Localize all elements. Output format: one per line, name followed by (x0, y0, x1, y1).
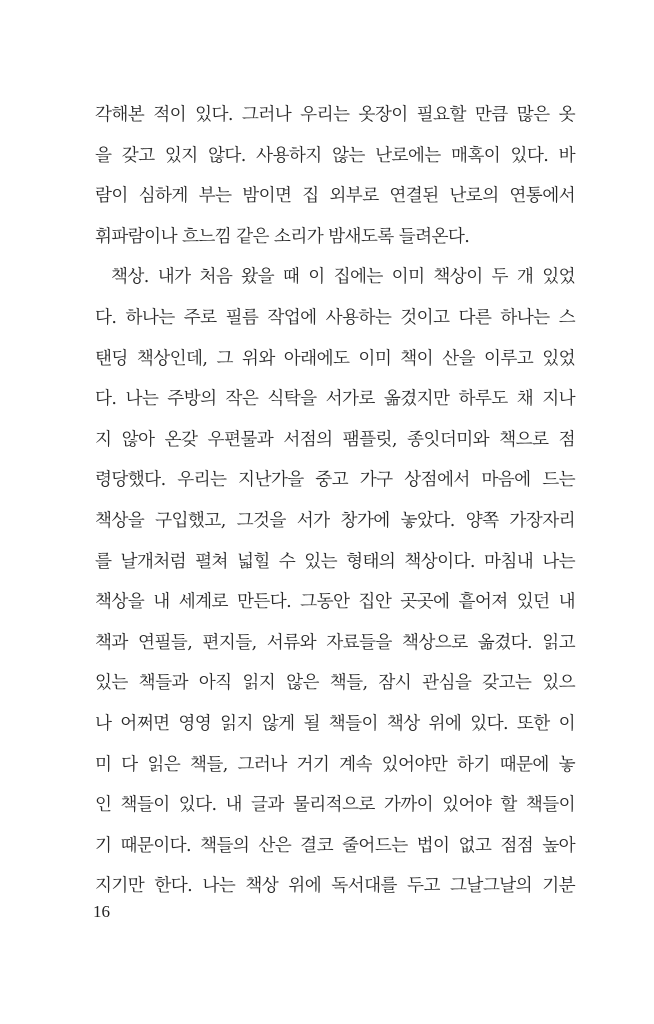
text-line: 다. 하나는 주로 필름 작업에 사용하는 것이고 다른 하나는 스 (95, 307, 575, 328)
text-line: 지 않아 온갖 우편물과 서점의 팸플릿, 종잇더미와 책으로 점 (95, 429, 575, 450)
text-line: 있는 책들과 아직 읽지 않은 책들, 잠시 관심을 갖고는 있으 (95, 673, 575, 694)
text-line: 탠딩 책상인데, 그 위와 아래에도 이미 책이 산을 이루고 있었 (95, 348, 575, 369)
text-line: 미 다 읽은 책들, 그러나 거기 계속 있어야만 하기 때문에 놓 (95, 754, 575, 775)
text-line: 책상을 내 세계로 만든다. 그동안 집안 곳곳에 흩어져 있던 내 (95, 592, 575, 613)
text-line: 을 갖고 있지 않다. 사용하지 않는 난로에는 매혹이 있다. 바 (95, 145, 575, 166)
text-line: 책상. 내가 처음 왔을 때 이 집에는 이미 책상이 두 개 있었 (111, 267, 575, 288)
text-line: 책과 연필들, 편지들, 서류와 자료들을 책상으로 옮겼다. 읽고 (95, 632, 575, 653)
text-line: 다. 나는 주방의 작은 식탁을 서가로 옮겼지만 하루도 채 지나 (95, 389, 575, 410)
text-line: 책상을 구입했고, 그것을 서가 창가에 놓았다. 양쪽 가장자리 (95, 510, 575, 531)
text-line: 지기만 한다. 나는 책상 위에 독서대를 두고 그날그날의 기분 (95, 876, 575, 897)
text-line: 를 날개처럼 펼쳐 넓힐 수 있는 형태의 책상이다. 마침내 나는 (95, 551, 575, 572)
text-line: 인 책들이 있다. 내 글과 물리적으로 가까이 있어야 할 책들이 (95, 795, 575, 816)
body-text (95, 95, 575, 907)
text-line: 기 때문이다. 책들의 산은 결코 줄어드는 법이 없고 점점 높아 (95, 835, 575, 856)
page-number: 16 (93, 902, 110, 921)
text-line: 휘파람이나 흐느낌 같은 소리가 밤새도록 들려온다. (95, 226, 470, 247)
text-line: 람이 심하게 부는 밤이면 집 외부로 연결된 난로의 연통에서 (95, 186, 575, 207)
text-line: 각해본 적이 있다. 그러나 우리는 옷장이 필요할 만큼 많은 옷 (95, 105, 575, 125)
text-line: 나 어쩌면 영영 읽지 않게 될 책들이 책상 위에 있다. 또한 이 (95, 713, 575, 734)
text-line: 령당했다. 우리는 지난가을 중고 가구 상점에서 마음에 드는 (95, 470, 575, 491)
